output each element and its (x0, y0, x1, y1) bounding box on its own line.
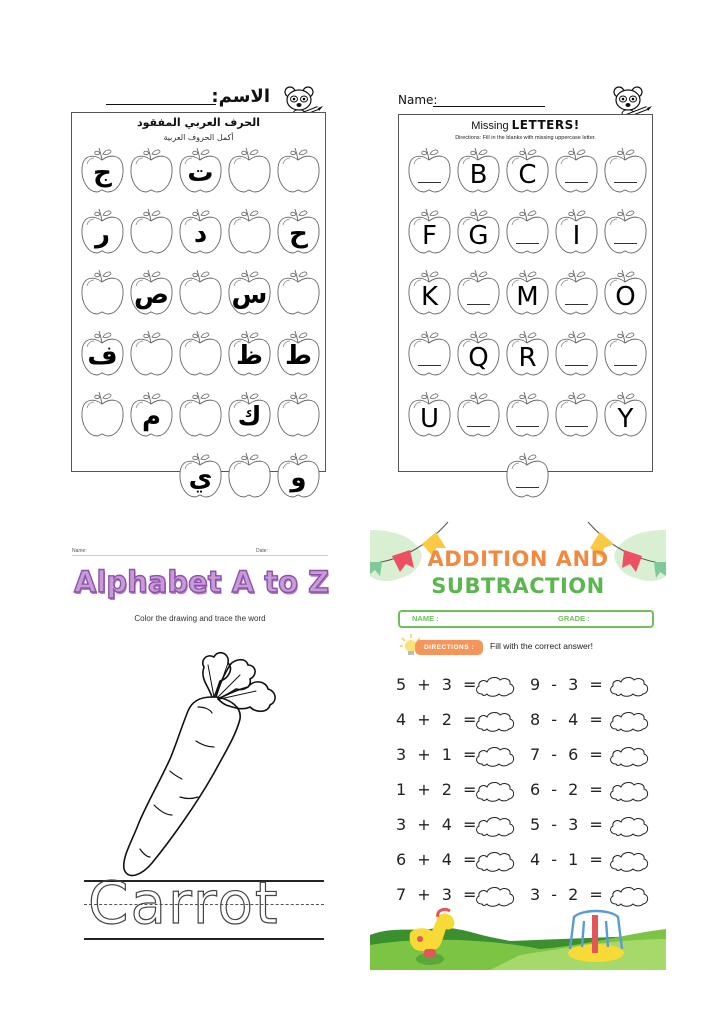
apple-blank-cell[interactable] (455, 390, 502, 438)
arabic-missing-letter-worksheet (0, 0, 360, 500)
cloud-answer-icon[interactable] (608, 814, 650, 838)
equation-text: 6 + 4 = (396, 850, 478, 869)
apple-letter-cell (275, 329, 322, 377)
letter-glyph: O (615, 282, 636, 312)
apple-blank-cell[interactable] (406, 146, 453, 194)
apple-outline-icon (275, 390, 322, 438)
apple-outline-icon (128, 329, 175, 377)
apple-letter-cell (275, 207, 322, 255)
apple-blank-cell[interactable] (504, 390, 551, 438)
apple-outline-icon (602, 329, 649, 377)
letter-glyph: ر (95, 219, 110, 249)
apple-outline-icon (275, 146, 322, 194)
letter-glyph: ك (237, 402, 262, 432)
equation-row (530, 849, 666, 873)
cloud-answer-icon[interactable] (608, 674, 650, 698)
answer-blank-line[interactable] (565, 365, 588, 366)
carrot-drawing-icon (100, 635, 300, 885)
apple-letter-cell (177, 146, 224, 194)
apple-outline-icon (406, 329, 453, 377)
answer-blank-line[interactable] (614, 182, 637, 183)
name-grade-box (398, 610, 654, 628)
name-underline (106, 104, 216, 105)
apple-letter-cell (79, 207, 126, 255)
apple-blank-cell[interactable] (226, 451, 273, 499)
letter-glyph: R (518, 343, 537, 373)
apple-blank-cell[interactable] (177, 268, 224, 316)
answer-blank-line[interactable] (418, 365, 441, 366)
apple-letter-cell (128, 268, 175, 316)
letter-glyph: ف (87, 341, 118, 371)
apple-blank-cell[interactable] (226, 207, 273, 255)
apple-letter-cell (455, 207, 502, 255)
title-emphasis: LETTERS! (511, 118, 580, 132)
equation-row (396, 814, 536, 838)
apple-letter-cell (553, 207, 600, 255)
apple-outline-icon (275, 268, 322, 316)
letter-glyph: ظ (235, 341, 263, 371)
equation-text: 5 + 3 = (396, 675, 478, 694)
equation-text: 8 - 4 = (530, 710, 605, 729)
apple-outline-icon (177, 268, 224, 316)
equation-text: 7 + 3 = (396, 885, 478, 904)
apple-outline-icon (226, 207, 273, 255)
english-apple-grid (406, 146, 649, 499)
apple-outline-icon (79, 268, 126, 316)
cloud-answer-icon[interactable] (608, 709, 650, 733)
answer-blank-line[interactable] (565, 426, 588, 427)
apple-outline-icon (504, 390, 551, 438)
apple-blank-cell[interactable] (504, 451, 551, 499)
trace-word: Carrot (88, 869, 280, 937)
apple-blank-cell[interactable] (455, 268, 502, 316)
answer-blank-line[interactable] (614, 243, 637, 244)
apple-letter-cell (79, 146, 126, 194)
apple-letter-cell (226, 390, 273, 438)
apple-blank-cell[interactable] (128, 329, 175, 377)
equation-text: 5 - 3 = (530, 815, 605, 834)
answer-blank-line[interactable] (516, 243, 539, 244)
apple-outline-icon (128, 146, 175, 194)
answer-blank-line[interactable] (467, 426, 490, 427)
apple-outline-icon (226, 146, 273, 194)
apple-outline-icon (504, 451, 551, 499)
answer-blank-line[interactable] (516, 426, 539, 427)
equation-row (396, 744, 536, 768)
title-line-2: SUBTRACTION (431, 574, 605, 598)
apple-blank-cell[interactable] (128, 146, 175, 194)
cloud-answer-icon[interactable] (474, 814, 516, 838)
apple-blank-cell[interactable] (602, 207, 649, 255)
letter-glyph: I (572, 221, 581, 251)
name-label: NAME : (412, 614, 439, 623)
letter-glyph: ح (289, 219, 308, 249)
letter-glyph: ي (188, 463, 213, 493)
letter-glyph: B (469, 160, 488, 190)
apple-blank-cell[interactable] (602, 329, 649, 377)
letter-glyph: C (518, 160, 537, 190)
apple-letter-cell (406, 390, 453, 438)
apple-letter-cell (275, 451, 322, 499)
letter-glyph: M (516, 282, 539, 312)
apple-outline-icon (455, 390, 502, 438)
letter-glyph: Q (468, 343, 489, 373)
answer-blank-line[interactable] (516, 487, 539, 488)
letter-glyph: ص (134, 280, 169, 310)
worksheet-subtitle: أكمل الحروف العربية (163, 133, 234, 142)
apple-letter-cell (602, 390, 649, 438)
trace-bottom-line (84, 938, 324, 940)
letter-glyph: F (422, 221, 437, 251)
apple-letter-cell (406, 268, 453, 316)
equation-text: 4 + 2 = (396, 710, 478, 729)
letter-glyph: ط (284, 341, 312, 371)
apple-letter-cell (406, 207, 453, 255)
letter-glyph: س (231, 280, 268, 310)
apple-letter-cell (504, 146, 551, 194)
apple-outline-icon (553, 146, 600, 194)
apple-letter-cell (177, 451, 224, 499)
cloud-answer-icon[interactable] (474, 849, 516, 873)
apple-letter-cell (504, 268, 551, 316)
name-underline (433, 106, 545, 107)
letter-glyph: و (290, 463, 307, 493)
addition-subtraction-worksheet (370, 520, 666, 970)
name-label: الاسم: (211, 86, 270, 107)
apple-outline-icon (226, 451, 273, 499)
answer-blank-line[interactable] (467, 304, 490, 305)
equation-row (396, 674, 536, 698)
apple-blank-cell[interactable] (79, 268, 126, 316)
apple-outline-icon (504, 207, 551, 255)
apple-blank-cell[interactable] (79, 390, 126, 438)
apple-blank-cell[interactable] (275, 390, 322, 438)
apple-letter-cell (226, 268, 273, 316)
apple-blank-cell[interactable] (275, 146, 322, 194)
apple-blank-cell[interactable] (602, 146, 649, 194)
cloud-answer-icon[interactable] (608, 779, 650, 803)
cloud-answer-icon[interactable] (474, 709, 516, 733)
apple-letter-cell (602, 268, 649, 316)
worksheet-subtitle: Color the drawing and trace the word (134, 614, 266, 623)
worksheet-title: الحرف العربي المفقود (137, 116, 260, 129)
apple-outline-icon (177, 329, 224, 377)
apple-outline-icon (79, 390, 126, 438)
apple-letter-cell (177, 207, 224, 255)
apple-letter-cell (226, 329, 273, 377)
answer-blank-line[interactable] (614, 365, 637, 366)
equation-text: 3 + 4 = (396, 815, 478, 834)
apple-blank-cell[interactable] (504, 207, 551, 255)
letter-glyph: K (420, 282, 439, 312)
equation-text: 9 - 3 = (530, 675, 605, 694)
directions-text: Fill with the correct answer! (490, 641, 593, 651)
answer-blank-line[interactable] (565, 304, 588, 305)
apple-outline-icon (455, 268, 502, 316)
apple-blank-cell[interactable] (226, 146, 273, 194)
letter-glyph: G (468, 221, 489, 251)
equation-text: 3 - 2 = (530, 885, 605, 904)
apple-outline-icon (602, 207, 649, 255)
directions-text: Directions: Fill in the blanks with missing uppercase letter. (455, 135, 596, 141)
apple-blank-cell[interactable] (553, 329, 600, 377)
equation-text: 1 + 2 = (396, 780, 478, 799)
letter-glyph: ج (93, 158, 112, 188)
letter-glyph: د (193, 219, 208, 249)
playground-scene-icon (370, 905, 666, 970)
cloud-answer-icon[interactable] (608, 744, 650, 768)
equation-row (396, 779, 536, 803)
equation-row (530, 744, 666, 768)
header-rule (72, 555, 328, 556)
apple-letter-cell (455, 329, 502, 377)
apple-outline-icon (406, 146, 453, 194)
answer-blank-line[interactable] (418, 182, 441, 183)
apple-blank-cell[interactable] (553, 146, 600, 194)
apple-blank-cell[interactable] (406, 329, 453, 377)
letter-glyph: U (419, 404, 440, 434)
cloud-answer-icon[interactable] (608, 849, 650, 873)
apple-outline-icon (177, 390, 224, 438)
apple-outline-icon (602, 146, 649, 194)
apple-outline-icon (553, 329, 600, 377)
equation-row (530, 674, 666, 698)
apple-blank-cell[interactable] (553, 268, 600, 316)
worksheet-title (398, 118, 653, 132)
equation-row (396, 709, 536, 733)
equation-text: 3 + 1 = (396, 745, 478, 764)
apple-blank-cell[interactable] (177, 390, 224, 438)
apple-outline-icon (128, 207, 175, 255)
apple-letter-cell (79, 329, 126, 377)
equation-row (530, 814, 666, 838)
worksheet-title: Alphabet A to Z (74, 565, 330, 599)
equation-row (396, 849, 536, 873)
apple-letter-cell (504, 329, 551, 377)
grade-label: GRADE : (558, 614, 590, 623)
letter-glyph: م (141, 402, 162, 432)
apple-blank-cell[interactable] (128, 207, 175, 255)
equation-text: 6 - 2 = (530, 780, 605, 799)
letter-glyph: Y (617, 404, 634, 434)
apple-blank-cell[interactable] (553, 390, 600, 438)
name-label: Name: (398, 93, 438, 107)
equation-text: 7 - 6 = (530, 745, 605, 764)
apple-letter-cell (455, 146, 502, 194)
cloud-answer-icon[interactable] (474, 779, 516, 803)
cloud-answer-icon[interactable] (474, 744, 516, 768)
name-label: Name: (72, 548, 87, 554)
apple-blank-cell[interactable] (177, 329, 224, 377)
apple-letter-cell (128, 390, 175, 438)
arabic-apple-grid (79, 146, 322, 499)
apple-blank-cell[interactable] (275, 268, 322, 316)
letter-glyph: ت (187, 158, 214, 188)
date-label: Date: (256, 548, 268, 554)
missing-letters-worksheet (360, 0, 722, 500)
equation-text: 4 - 1 = (530, 850, 605, 869)
title-line-1: ADDITION AND (427, 547, 609, 571)
apple-outline-icon (553, 268, 600, 316)
answer-blank-line[interactable] (565, 182, 588, 183)
directions-badge: DIRECTIONS : (415, 640, 483, 655)
cloud-answer-icon[interactable] (474, 674, 516, 698)
equation-row (530, 709, 666, 733)
alphabet-carrot-worksheet (0, 520, 360, 980)
title-prefix: Missing (471, 120, 509, 132)
apple-outline-icon (553, 390, 600, 438)
equation-row (530, 779, 666, 803)
